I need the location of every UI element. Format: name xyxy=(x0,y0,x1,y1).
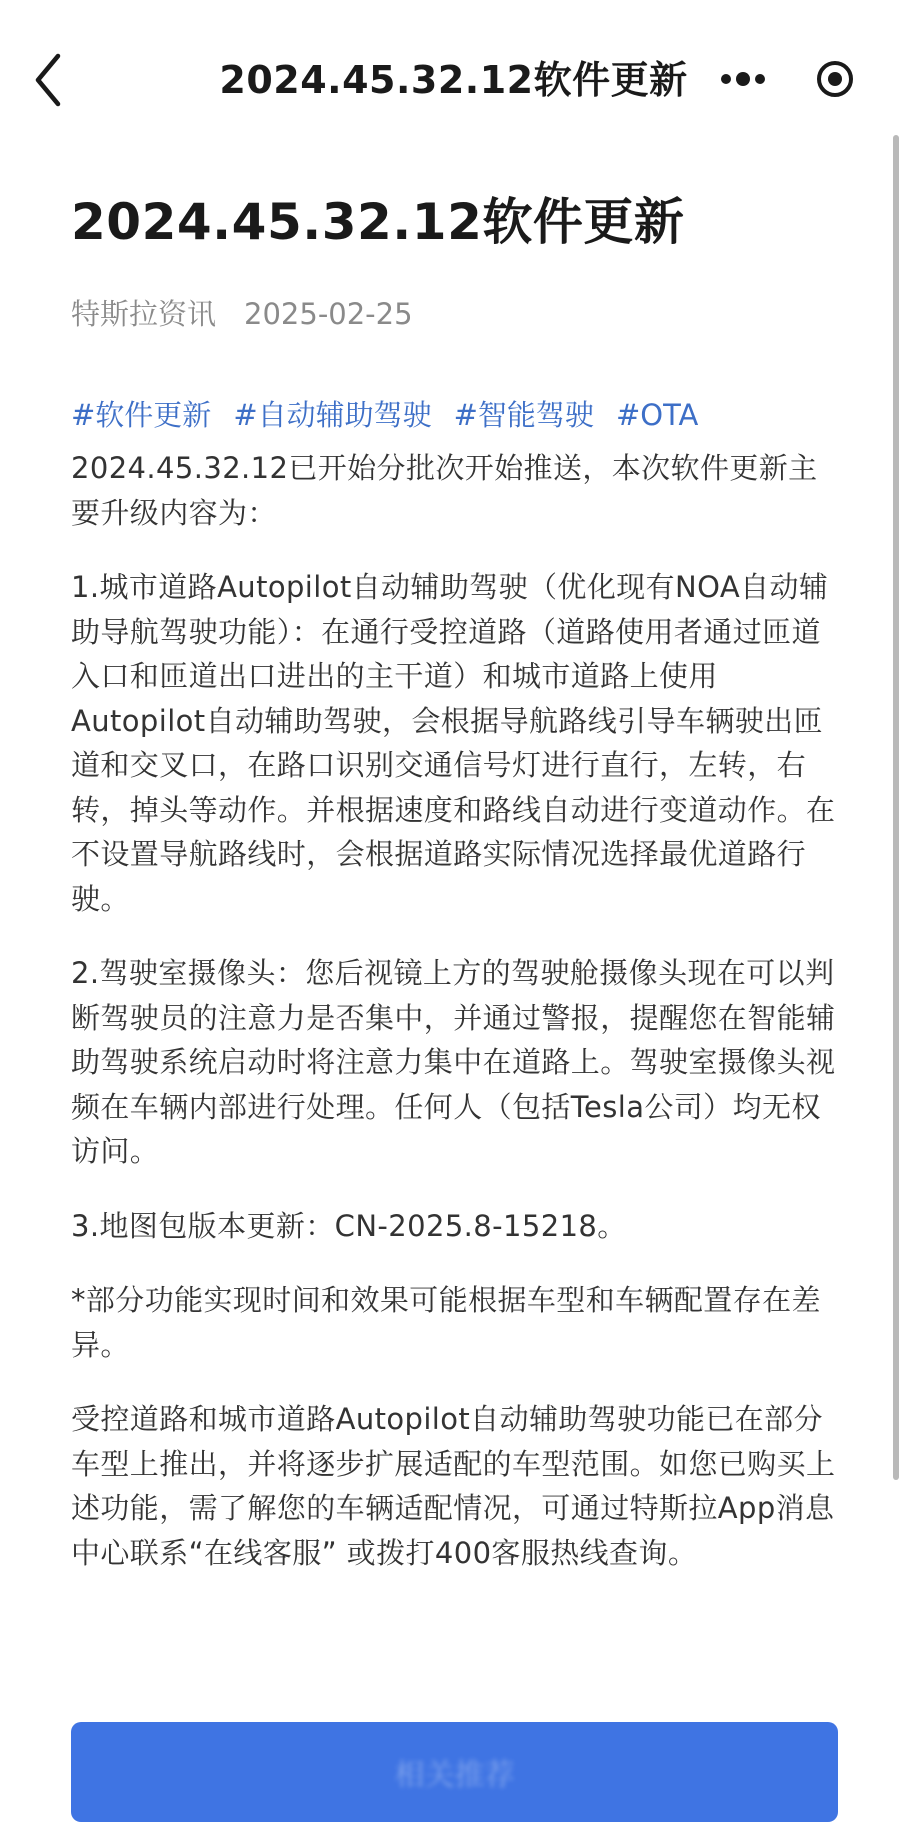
more-dots-icon xyxy=(708,50,778,108)
page-title: 2024.45.32.12软件更新 xyxy=(71,193,685,251)
item-3-paragraph: 3.地图包版本更新：CN-2025.8-15218。 xyxy=(71,1208,627,1243)
tag-ota[interactable]: #OTA xyxy=(615,398,699,432)
scrollbar[interactable] xyxy=(893,135,899,1480)
nav-bar xyxy=(0,0,907,150)
bottom-button-label: 相关推荐 xyxy=(394,1758,515,1793)
closing-paragraph: 受控道路和城市道路Autopilot自动辅助驾驶功能已在部分车型上推出，并将逐步扩展适配的车型范围。如您已购买上述功能，需了解您的车辆适配情况，可通过特斯拉App消息中心联系“在线客服” 或拨打400客服热线查询。 xyxy=(71,1402,836,1570)
item-1-paragraph: 1.城市道路Autopilot自动辅助驾驶（优化现有NOA自动辅助导航驾驶功能）：在通行受控道路（道路使用者通过匝道入口和匝道出口进出的主干道）和城市道路上使用Autopilot自动辅助驾驶，会根据导航路线引导车辆驶出匝道和交叉口，在路口识别交通信号灯进行直行，左转，右转，掉头等动作。并根据速度和路线自动进行变道动作。在不设置导航路线时，会根据道路实际情况选择最优道路行驶。 xyxy=(71,570,836,916)
nav-title: 2024.45.32.12软件更新 xyxy=(219,58,688,102)
tag-autopilot[interactable]: #自动辅助驾驶 xyxy=(233,398,432,432)
tag-software-update[interactable]: #软件更新 xyxy=(71,398,212,432)
publish-date: 2025-02-25 xyxy=(244,297,413,331)
note-paragraph: *部分功能实现时间和效果可能根据车型和车辆配置存在差异。 xyxy=(71,1283,821,1362)
target-circle-icon xyxy=(800,50,870,108)
intro-paragraph: 2024.45.32.12已开始分批次开始推送，本次软件更新主要升级内容为： xyxy=(71,451,818,530)
item-2-paragraph: 2.驾驶室摄像头：您后视镜上方的驾驶舱摄像头现在可以判断驾驶员的注意力是否集中，并通过警报，提醒您在智能辅助驾驶系统启动时将注意力集中在道路上。驾驶室摄像头视频在车辆内部进行处理。任何人（包括Tesla公司）均无权访问。 xyxy=(71,956,836,1168)
source-name[interactable]: 特斯拉资讯 xyxy=(71,297,217,331)
article xyxy=(71,190,841,1575)
close-button[interactable] xyxy=(800,50,870,108)
article-meta xyxy=(71,294,841,334)
tag-smart-driving[interactable]: #智能驾驶 xyxy=(453,398,594,432)
mini-program-capsule xyxy=(690,40,888,118)
tag-list xyxy=(71,394,841,436)
bottom-action-button[interactable] xyxy=(71,1722,838,1822)
more-button[interactable] xyxy=(708,50,778,108)
